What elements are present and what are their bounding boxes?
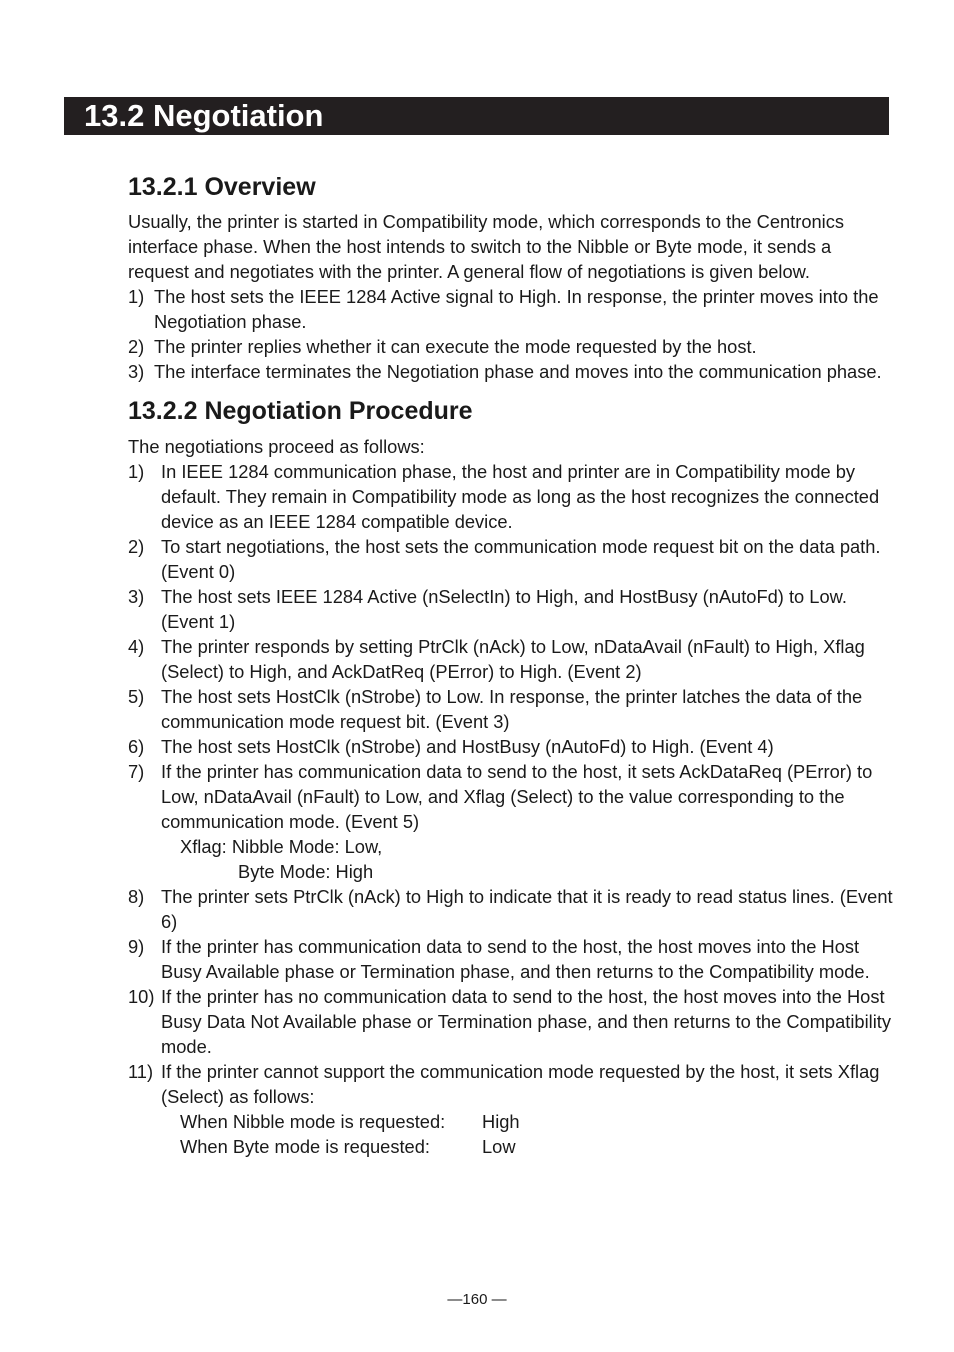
list-item — [128, 359, 893, 384]
item-number: 5) — [128, 686, 145, 707]
item-text: The printer replies whether it can execute the mode requested by the host. — [154, 336, 757, 357]
list-item — [128, 584, 893, 634]
list-item — [128, 984, 893, 1059]
overview-steps — [128, 284, 893, 384]
page-content — [128, 168, 893, 1159]
list-item — [128, 934, 893, 984]
item-text: If the printer has communication data to send to the host, it sets AckDataReq (PError) to Low, nDataAvail (nFault) to Low, and Xflag (Select) to the value corresponding to the communication mode. (Event 5) — [161, 761, 873, 832]
procedure-intro: The negotiations proceed as follows: — [128, 436, 425, 457]
xflag-line-2 — [128, 859, 893, 884]
item-text: The host sets HostClk (nStrobe) and HostBusy (nAutoFd) to High. (Event 4) — [161, 736, 774, 757]
item-number: 3) — [128, 361, 145, 382]
section-title: 13.2 Negotiation — [84, 98, 324, 133]
item-text: In IEEE 1284 communication phase, the host and printer are in Compatibility mode by default. They remain in Compatibility mode as long as the host recognizes the connected device as an IEEE 1284 compatible device. — [161, 461, 880, 532]
item-number: 2) — [128, 336, 145, 357]
item-number: 2) — [128, 536, 145, 557]
item-text: The host sets IEEE 1284 Active (nSelectIn) to High, and HostBusy (nAutoFd) to Low. (Event 1) — [161, 586, 847, 632]
item-text: If the printer cannot support the communication mode requested by the host, it sets Xflag (Select) as follows: — [161, 1061, 880, 1107]
list-item — [128, 534, 893, 584]
byte-request-line — [128, 1134, 893, 1159]
list-item — [128, 684, 893, 734]
item-text: If the printer has no communication data to send to the host, the host moves into the Host Busy Data Not Available phase or Termination phase, and then returns to the Compatibility mode. — [161, 986, 891, 1057]
list-item — [128, 1059, 893, 1109]
page-number: —160 — — [447, 1291, 507, 1308]
item-text: The host sets the IEEE 1284 Active signal to High. In response, the printer moves into the Negotiation phase. — [154, 286, 879, 332]
xflag-line-1: Xflag: Nibble Mode: Low, — [180, 836, 383, 857]
list-item — [128, 284, 893, 334]
list-item — [128, 759, 893, 834]
item-text: To start negotiations, the host sets the communication mode request bit on the data path. (Event 0) — [161, 536, 881, 582]
item-text: If the printer has communication data to send to the host, the host moves into the Host Busy Available phase or Termination phase, and then returns to the Compatibility mode. — [161, 936, 870, 982]
item-number: 1) — [128, 286, 145, 307]
item-number: 11) — [128, 1061, 154, 1082]
xflag-byte-mode: Byte Mode: High — [238, 861, 374, 882]
item-text: The host sets HostClk (nStrobe) to Low. In response, the printer latches the data of the communication mode request bit. (Event 3) — [161, 686, 863, 732]
item-number: 8) — [128, 886, 145, 907]
list-item — [128, 634, 893, 684]
item-number: 9) — [128, 936, 145, 957]
nibble-request-label: When Nibble mode is requested: — [180, 1111, 446, 1132]
overview-intro: Usually, the printer is started in Compatibility mode, which corresponds to the Centronics interface phase. When the host intends to switch to the Nibble or Byte mode, it sends a request and negotiates with the printer. A general flow of negotiations is given below. — [128, 211, 844, 282]
list-item — [128, 734, 893, 759]
overview-heading: 13.2.1 Overview — [128, 173, 316, 201]
item-number: 3) — [128, 586, 145, 607]
nibble-request-line — [128, 1109, 893, 1134]
procedure-heading: 13.2.2 Negotiation Procedure — [128, 397, 473, 425]
procedure-steps — [128, 459, 893, 1159]
item-text: The printer responds by setting PtrClk (nAck) to Low, nDataAvail (nFault) to High, Xflag (Select) to High, and AckDatReq (PError) to High. (Event 2) — [161, 636, 865, 682]
section-title-bar — [64, 97, 889, 135]
nibble-request-value: High — [482, 1111, 520, 1132]
item-text: The interface terminates the Negotiation phase and moves into the communication phase. — [154, 361, 882, 382]
item-number: 4) — [128, 636, 145, 657]
byte-request-value: Low — [482, 1136, 516, 1157]
byte-request-label: When Byte mode is requested: — [180, 1136, 430, 1157]
list-item — [128, 884, 893, 934]
item-number: 7) — [128, 761, 145, 782]
item-text: The printer sets PtrClk (nAck) to High to indicate that it is ready to read status lines. (Event 6) — [161, 886, 893, 932]
item-number: 1) — [128, 461, 145, 482]
list-item — [128, 334, 893, 359]
item-number: 6) — [128, 736, 145, 757]
item-number: 10) — [128, 986, 155, 1007]
list-item — [128, 459, 893, 534]
